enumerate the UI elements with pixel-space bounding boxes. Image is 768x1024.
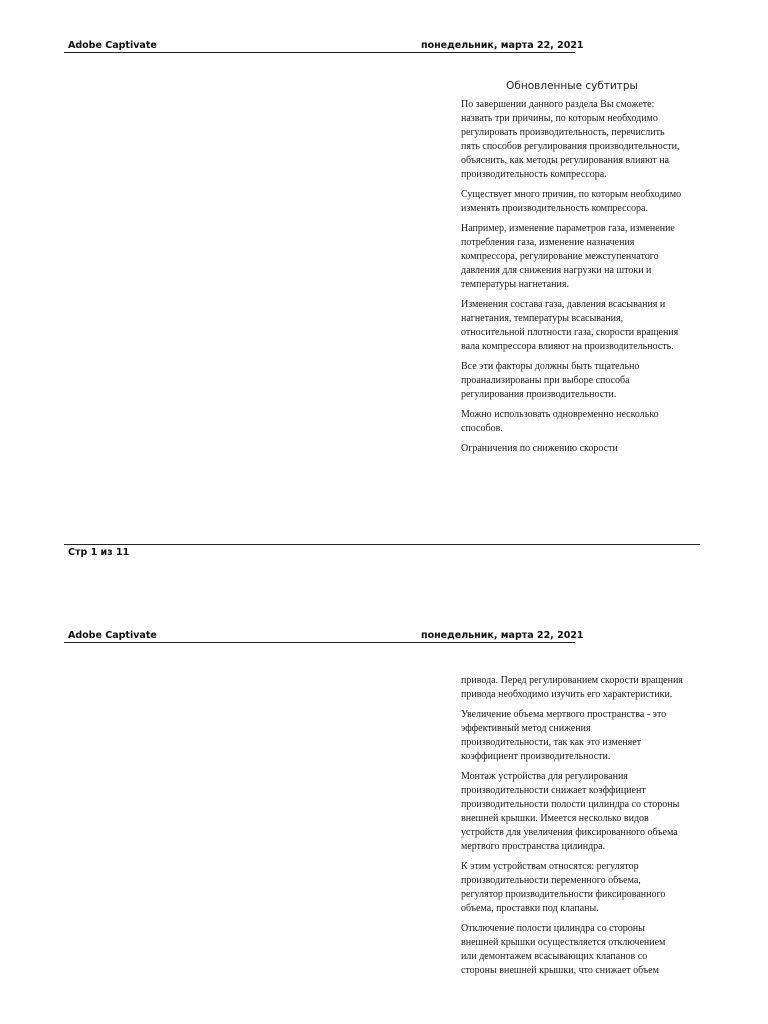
header-divider bbox=[64, 642, 575, 643]
subtitle-paragraph: Все эти факторы должны быть тщательно проанализированы при выборе способа регулирования производительности. bbox=[461, 361, 640, 400]
subtitle-paragraph: Монтаж устройства для регулирования производительности снижает коэффициент производительности полости цилиндра со стороны внешней крышки. Имеется несколько видов устройств для увеличения фиксированного объема мертвого пространства цилиндра. bbox=[461, 771, 680, 852]
subtitle-paragraph: По завершении данного раздела Вы сможете: назвать три причины, по которым необходимо регулировать производительность, перечислить пять способов регулирования производительности, объяснить, как методы регулирования влияют на производительность компрессора. bbox=[461, 99, 680, 180]
subtitle-paragraph: Изменения состава газа, давления всасывания и нагнетания, температуры всасывания, относительной плотности газа, скорости вращения вала компрессора влияют на производительность. bbox=[461, 299, 679, 352]
subtitle-paragraph: Например, изменение параметров газа, изменение потребления газа, изменение назначения компрессора, регулирование межступенчатого давления для снижения нагрузки на штоки и температуры нагнетания. bbox=[461, 223, 675, 290]
subtitle-paragraph: Ограничения по снижению скорости bbox=[461, 443, 618, 454]
subtitle-paragraph: Отключение полости цилиндра со стороны внешней крышки осуществляется отключением или демонтажем всасывающих клапанов со стороны внешней крышки, что снижает объем bbox=[461, 923, 666, 976]
header-divider bbox=[64, 52, 575, 53]
subtitles-column bbox=[461, 674, 683, 984]
footer-divider bbox=[64, 544, 700, 545]
subtitles-heading: Обновленные субтитры bbox=[506, 80, 638, 92]
header-app-name: Adobe Captivate bbox=[68, 630, 157, 641]
document-page-2 bbox=[0, 590, 768, 1024]
subtitle-paragraph: К этим устройствам относятся: регулятор производительности переменного объема, регулятор производительности фиксированного объема, проставки под клапаны. bbox=[461, 861, 666, 914]
subtitle-paragraph: Увеличение объема мертвого пространства - это эффективный метод снижения производительности, так как это изменяет коэффициент производительности. bbox=[461, 709, 667, 762]
header-app-name: Adobe Captivate bbox=[68, 40, 157, 51]
header-date: понедельник, марта 22, 2021 bbox=[421, 40, 584, 51]
subtitles-column bbox=[461, 80, 683, 462]
footer-page-number: Стр 1 из 11 bbox=[68, 547, 130, 558]
subtitle-paragraph: Можно использовать одновременно несколько способов. bbox=[461, 409, 659, 434]
subtitle-paragraph: привода. Перед регулированием скорости вращения привода необходимо изучить его характеристики. bbox=[461, 675, 683, 700]
subtitle-paragraph: Существует много причин, по которым необходимо изменять производительность компрессора. bbox=[461, 189, 682, 214]
header-date: понедельник, марта 22, 2021 bbox=[421, 630, 584, 641]
